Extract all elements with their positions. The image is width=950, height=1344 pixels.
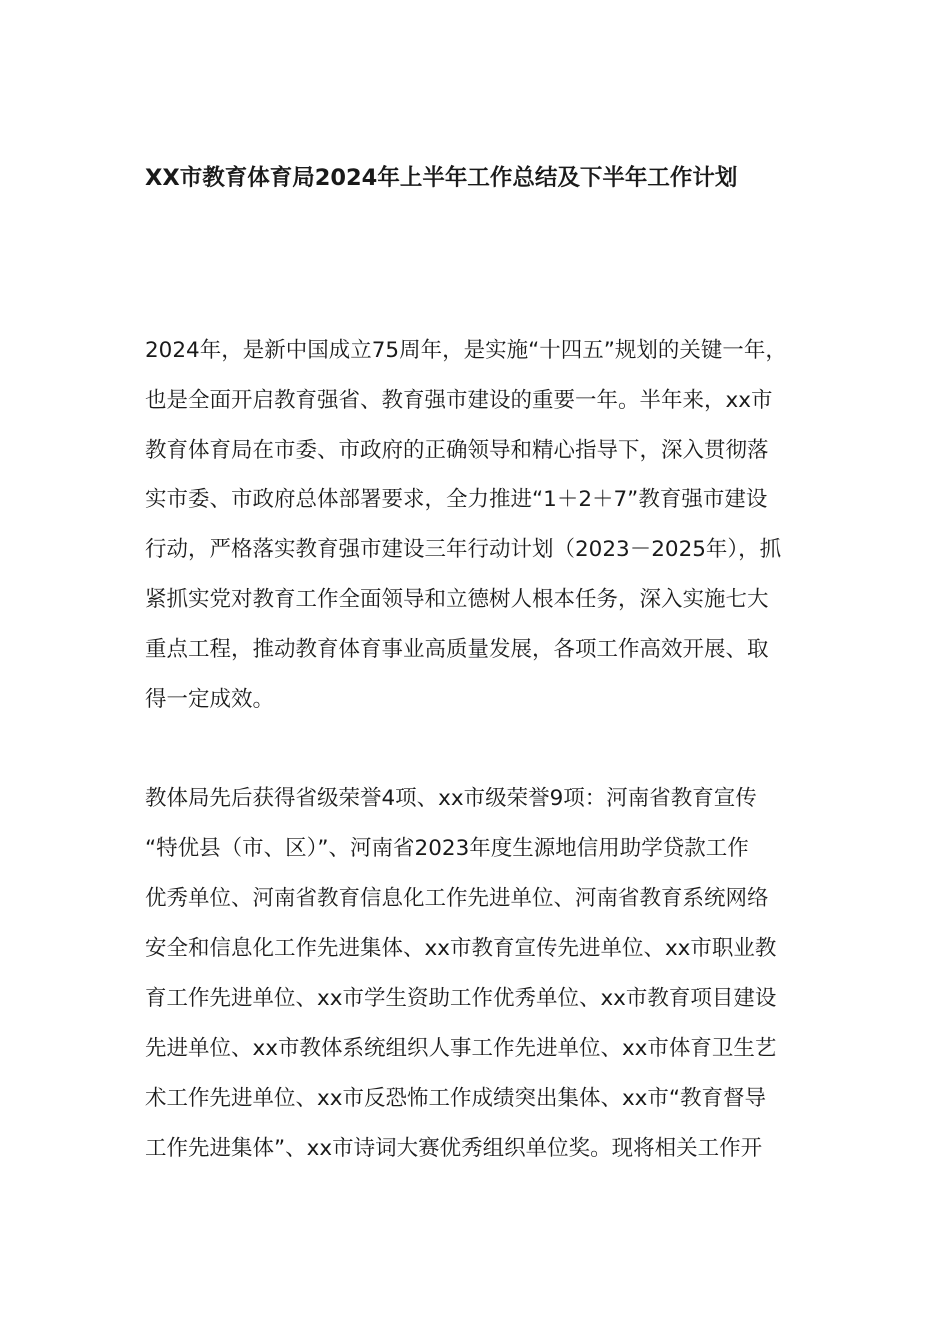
paragraph-line: 紧抓实党对教育工作全面领导和立德树人根本任务，深入实施七大 <box>145 587 769 612</box>
paragraph-line: 工作先进集体”、xx市诗词大赛优秀组织单位奖。现将相关工作开 <box>145 1136 763 1161</box>
paragraph-line: 优秀单位、河南省教育信息化工作先进单位、河南省教育系统网络 <box>145 886 769 911</box>
document-title: XX市教育体育局2024年上半年工作总结及下半年工作计划 <box>145 165 738 191</box>
paragraph-line: 术工作先进单位、xx市反恐怖工作成绩突出集体、xx市“教育督导 <box>145 1086 767 1111</box>
paragraph-line: 实市委、市政府总体部署要求，全力推进“1＋2＋7”教育强市建设 <box>145 487 768 512</box>
paragraph-line: 行动，严格落实教育强市建设三年行动计划（2023－2025年），抓 <box>145 537 782 562</box>
paragraph-line: 重点工程，推动教育体育事业高质量发展，各项工作高效开展、取 <box>145 637 769 662</box>
paragraph-line: 先进单位、xx市教体系统组织人事工作先进单位、xx市体育卫生艺 <box>145 1036 777 1061</box>
paragraph-line: 也是全面开启教育强省、教育强市建设的重要一年。半年来，xx市 <box>145 388 773 413</box>
paragraph-line: 教育体育局在市委、市政府的正确领导和精心指导下，深入贯彻落 <box>145 438 769 463</box>
paragraph-line: 2024年，是新中国成立75周年，是实施“十四五”规划的关键一年， <box>145 338 787 363</box>
paragraph-line: 安全和信息化工作先进集体、xx市教育宣传先进单位、xx市职业教 <box>145 936 777 961</box>
paragraph-line: 得一定成效。 <box>145 687 275 712</box>
paragraph-line: 教体局先后获得省级荣誉4项、xx市级荣誉9项：河南省教育宣传 <box>145 786 757 811</box>
paragraph-line: 育工作先进单位、xx市学生资助工作优秀单位、xx市教育项目建设 <box>145 986 777 1011</box>
paragraph-line: “特优县（市、区）”、河南省2023年度生源地信用助学贷款工作 <box>145 836 749 861</box>
